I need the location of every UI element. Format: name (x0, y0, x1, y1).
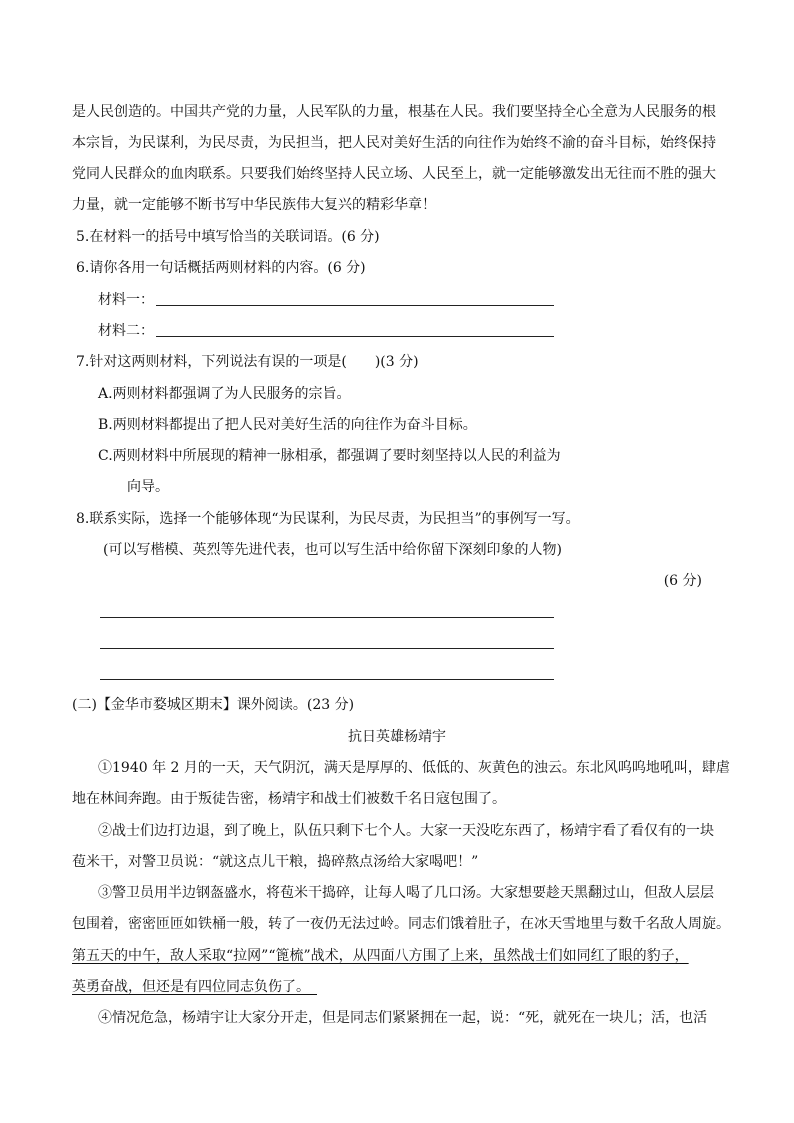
option-c: C.两则材料中所展现的精神一脉相承，都强调了要时刻坚持以人民的利益为 (98, 448, 561, 464)
question-8-score: (6 分) (663, 573, 702, 589)
paragraph-line: 苞米干，对警卫员说：“就这点儿干粮，捣碎熬点汤给大家喝吧！” (72, 854, 479, 870)
paragraph-line: 地在林间奔跑。由于叛徒告密，杨靖宇和战士们被数千名日寇包围了。 (72, 791, 506, 807)
paragraph-line: ③警卫员用半边钢盔盛水，将苞米干捣碎，让每人喝了几口汤。大家想要趁天黑翻过山，但敌人层层 (98, 885, 714, 901)
answer-line[interactable] (100, 617, 554, 618)
answer-line[interactable] (100, 648, 554, 649)
material-2-label: 材料二： (98, 323, 154, 339)
option-a: A.两则材料都强调了为人民服务的宗旨。 (98, 386, 351, 402)
question-5: 5.在材料一的括号中填写恰当的关联词语。(6 分) (76, 229, 380, 245)
question-6: 6.请你各用一句话概括两则材料的内容。(6 分) (76, 260, 366, 276)
section-2-heading: (二)【金华市婺城区期末】课外阅读。(23 分) (72, 697, 355, 713)
material-1-label: 材料一： (98, 292, 154, 308)
answer-line-material-2[interactable] (156, 336, 554, 337)
paragraph-line: ①1940 年 2 月的一天，天气阴沉，满天是厚厚的、低低的、灰黄色的浊云。东北风呜呜地吼叫，肆虐 (98, 760, 730, 776)
paragraph-line: 本宗旨，为民谋利，为民尽责，为民担当，把人民对美好生活的向往作为始终不渝的奋斗目标，始终保持 (72, 135, 716, 151)
underlined-sentence: 英勇奋战，但还是有四位同志负伤了。 (72, 979, 317, 995)
paragraph-line: 力量，就一定能够不断书写中华民族伟大复兴的精彩华章！ (72, 197, 436, 213)
answer-line[interactable] (100, 679, 554, 680)
answer-line-material-1[interactable] (156, 305, 554, 306)
question-8-hint: (可以写楷模、英烈等先进代表，也可以写生活中给你留下深刻印象的人物) (103, 542, 562, 558)
question-7: 7.针对这两则材料，下列说法有误的一项是( )(3 分) (76, 354, 419, 370)
paragraph-line: 包围着，密密匝匝如铁桶一般，转了一夜仍无法过岭。同志们饿着肚子，在冰天雪地里与数千名敌人周旋。 (72, 916, 730, 932)
story-title: 抗日英雄杨靖宇 (348, 729, 446, 745)
question-8: 8.联系实际，选择一个能够体现“为民谋利，为民尽责，为民担当”的事例写一写。 (76, 511, 580, 527)
paragraph-line: 党同人民群众的血肉联系。只要我们始终坚持人民立场、人民至上，就一定能够激发出无往而不胜的强大 (72, 166, 716, 182)
paragraph-line: 是人民创造的。中国共产党的力量，人民军队的力量，根基在人民。我们要坚持全心全意为人民服务的根 (72, 104, 716, 120)
option-b: B.两则材料都提出了把人民对美好生活的向往作为奋斗目标。 (98, 417, 477, 433)
paragraph-line: ④情况危急，杨靖宇让大家分开走，但是同志们紧紧拥在一起，说：“死，就死在一块儿；活，也活 (98, 1010, 708, 1026)
paragraph-line: ②战士们边打边退，到了晚上，队伍只剩下七个人。大家一天没吃东西了，杨靖宇看了看仅有的一块 (98, 823, 714, 839)
underlined-sentence: 第五天的中午，敌人采取“拉网”“篦梳”战术，从四面八方围了上来，虽然战士们如同红了眼的豹子， (72, 948, 689, 964)
option-c-continued: 向导。 (127, 479, 169, 495)
